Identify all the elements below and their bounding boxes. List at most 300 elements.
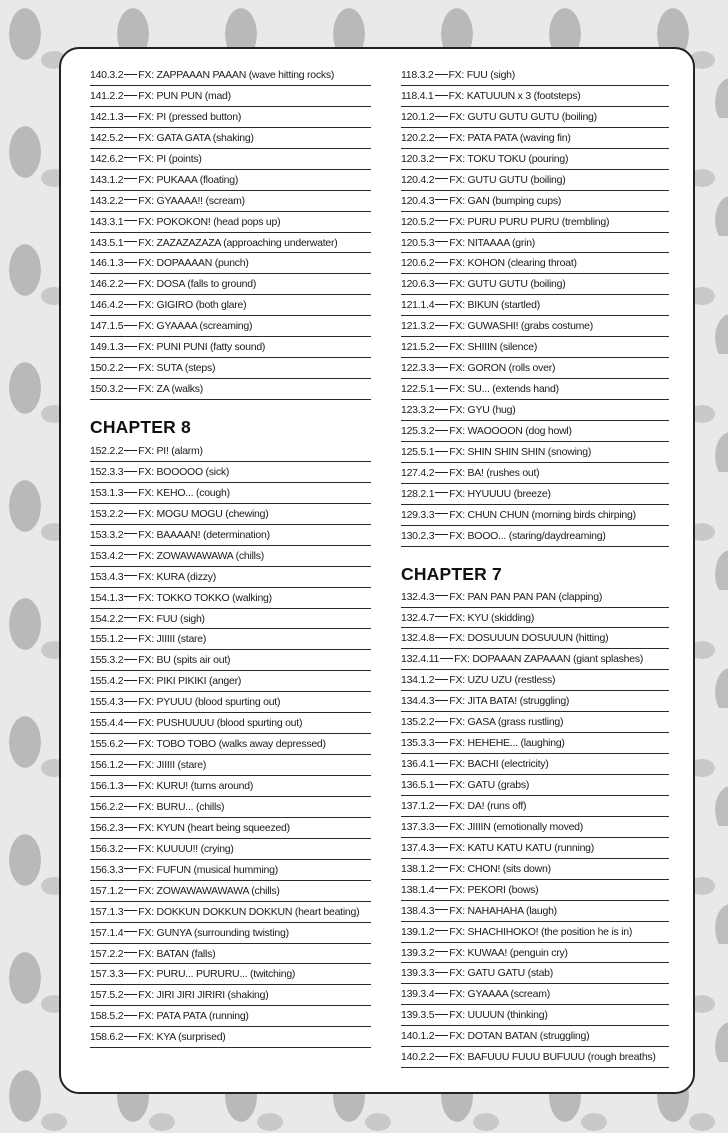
leader-dash bbox=[435, 1056, 448, 1057]
sfx-entry bbox=[401, 421, 669, 442]
sfx-translation: FX: DOKKUN DOKKUN DOKKUN (heart beating) bbox=[138, 905, 360, 918]
left-column bbox=[90, 65, 371, 1048]
page-panel-ref: 121.3.2 bbox=[401, 320, 435, 333]
sfx-translation: FX: PEKORI (bows) bbox=[449, 883, 539, 896]
sfx-translation: FX: JIIIII (stare) bbox=[138, 759, 207, 772]
sfx-entry bbox=[401, 337, 669, 358]
right-column bbox=[401, 65, 669, 1068]
page-panel-ref: 139.3.2 bbox=[401, 946, 435, 959]
leader-dash bbox=[435, 993, 448, 994]
sfx-entry bbox=[90, 713, 371, 734]
sfx-entry bbox=[90, 65, 371, 86]
sfx-translation: FX: KURU! (turns around) bbox=[138, 780, 254, 792]
sfx-entry bbox=[90, 588, 371, 609]
sfx-translation: FX: KYU (skidding) bbox=[449, 611, 535, 624]
leader-dash bbox=[124, 388, 137, 389]
leader-dash bbox=[124, 994, 137, 995]
leader-dash bbox=[435, 116, 448, 117]
sfx-entry bbox=[401, 358, 669, 379]
sound-fx-glossary-panel bbox=[59, 47, 695, 1094]
page-panel-ref: 153.4.2 bbox=[90, 549, 124, 562]
sfx-translation: FX: DOPAAAAN (punch) bbox=[138, 257, 249, 270]
page-panel-ref: 140.3.2 bbox=[90, 69, 124, 81]
sfx-translation: FX: GATU GATU (stab) bbox=[449, 967, 553, 980]
page-panel-ref: 152.3.3 bbox=[90, 465, 124, 478]
page-panel-ref: 150.2.2 bbox=[90, 362, 124, 375]
page-panel-ref: 120.6.3 bbox=[401, 278, 435, 291]
page-panel-ref: 138.1.4 bbox=[401, 883, 435, 896]
leader-dash bbox=[435, 409, 448, 410]
sfx-entry bbox=[90, 923, 371, 944]
sfx-entry bbox=[401, 817, 669, 838]
leader-dash bbox=[440, 658, 453, 659]
leader-dash bbox=[124, 806, 137, 807]
sfx-entry bbox=[90, 755, 371, 776]
leader-dash bbox=[435, 909, 448, 910]
sfx-entry bbox=[401, 963, 669, 984]
page-panel-ref: 157.2.2 bbox=[90, 947, 124, 960]
page-panel-ref: 147.1.5 bbox=[90, 320, 124, 333]
leader-dash bbox=[435, 430, 448, 431]
sfx-translation: FX: KUWAA! (penguin cry) bbox=[449, 946, 568, 959]
leader-dash bbox=[435, 325, 448, 326]
sfx-translation: FX: DA! (runs off) bbox=[449, 799, 527, 812]
page-panel-ref: 136.5.1 bbox=[401, 779, 435, 791]
right-list-1 bbox=[401, 65, 669, 547]
leader-dash bbox=[124, 513, 137, 514]
leader-dash bbox=[124, 596, 137, 597]
sfx-entry bbox=[401, 274, 669, 295]
leader-dash bbox=[435, 1035, 448, 1036]
page-panel-ref: 158.5.2 bbox=[90, 1010, 124, 1023]
page-panel-ref: 142.5.2 bbox=[90, 131, 124, 144]
leader-dash bbox=[435, 888, 448, 889]
sfx-translation: FX: BURU... (chills) bbox=[138, 800, 225, 813]
sfx-translation: FX: HEHEHE... (laughing) bbox=[449, 737, 565, 750]
page-panel-ref: 156.2.2 bbox=[90, 800, 124, 813]
sfx-entry bbox=[90, 609, 371, 630]
page-panel-ref: 156.2.3 bbox=[90, 821, 124, 834]
leader-dash bbox=[124, 889, 137, 890]
sfx-entry bbox=[90, 274, 371, 295]
sfx-translation: FX: POKOKON! (head pops up) bbox=[138, 215, 281, 228]
page-panel-ref: 121.1.4 bbox=[401, 299, 435, 312]
sfx-entry bbox=[90, 337, 371, 358]
page-panel-ref: 132.4.8 bbox=[401, 632, 435, 645]
leader-dash bbox=[124, 848, 137, 849]
sfx-entry bbox=[401, 442, 669, 463]
leader-dash bbox=[124, 785, 137, 786]
sfx-translation: FX: KATUUUN x 3 (footsteps) bbox=[448, 89, 581, 102]
sfx-translation: FX: GUWASHI! (grabs costume) bbox=[449, 320, 594, 333]
leader-dash bbox=[124, 764, 137, 765]
sfx-translation: FX: BACHI (electricity) bbox=[449, 758, 549, 771]
chapter-7-heading: CHAPTER 7 bbox=[401, 563, 502, 584]
page-panel-ref: 143.1.2 bbox=[90, 173, 124, 186]
sfx-translation: FX: MOGU MOGU (chewing) bbox=[138, 507, 269, 520]
leader-dash bbox=[435, 595, 448, 596]
leader-dash bbox=[435, 637, 448, 638]
leader-dash bbox=[435, 451, 448, 452]
sfx-entry bbox=[90, 170, 371, 191]
sfx-entry bbox=[90, 316, 371, 337]
leader-dash bbox=[124, 262, 137, 263]
page-panel-ref: 143.2.2 bbox=[90, 194, 124, 207]
sfx-translation: FX: ZOWAWAWAWA (chills) bbox=[138, 549, 264, 562]
page-panel-ref: 153.4.3 bbox=[90, 570, 124, 583]
leader-dash bbox=[124, 617, 137, 618]
leader-dash bbox=[124, 220, 137, 221]
page-panel-ref: 156.1.2 bbox=[90, 759, 124, 772]
sfx-translation: FX: PATA PATA (waving fin) bbox=[449, 131, 571, 144]
sfx-entry bbox=[401, 649, 669, 670]
sfx-translation: FX: KYA (surprised) bbox=[138, 1031, 226, 1044]
sfx-entry bbox=[401, 775, 669, 796]
page-panel-ref: 142.6.2 bbox=[90, 152, 124, 165]
sfx-entry bbox=[90, 295, 371, 316]
page-panel-ref: 139.3.3 bbox=[401, 967, 435, 980]
sfx-translation: FX: GYAAAA (screaming) bbox=[138, 320, 253, 333]
sfx-translation: FX: KOHON (clearing throat) bbox=[449, 257, 577, 270]
sfx-entry bbox=[401, 463, 669, 484]
sfx-translation: FX: PATA PATA (running) bbox=[138, 1010, 249, 1023]
sfx-translation: FX: FUU (sigh) bbox=[138, 612, 205, 625]
page-panel-ref: 138.1.2 bbox=[401, 862, 435, 875]
page-panel-ref: 157.1.4 bbox=[90, 926, 124, 939]
left-list-2 bbox=[90, 441, 371, 1048]
sfx-entry bbox=[90, 149, 371, 170]
page-panel-ref: 130.2.3 bbox=[401, 529, 435, 542]
chapter-8-heading: CHAPTER 8 bbox=[90, 417, 191, 437]
leader-dash bbox=[435, 930, 448, 931]
sfx-entry bbox=[401, 984, 669, 1005]
right-list-2 bbox=[401, 587, 669, 1069]
leader-dash bbox=[435, 805, 448, 806]
page-panel-ref: 121.5.2 bbox=[401, 341, 435, 354]
sfx-translation: FX: GYU (hug) bbox=[449, 404, 516, 416]
leader-dash bbox=[124, 95, 137, 96]
sfx-entry bbox=[401, 691, 669, 712]
leader-dash bbox=[124, 450, 137, 451]
sfx-translation: FX: GUTU GUTU (boiling) bbox=[449, 278, 566, 291]
sfx-translation: FX: SUTA (steps) bbox=[138, 362, 216, 375]
leader-dash bbox=[124, 743, 137, 744]
sfx-entry bbox=[401, 670, 669, 691]
page-panel-ref: 156.3.2 bbox=[90, 842, 124, 855]
leader-dash bbox=[124, 680, 137, 681]
leader-dash bbox=[124, 367, 137, 368]
sfx-translation: FX: FUFUN (musical humming) bbox=[138, 863, 278, 876]
page-panel-ref: 157.1.2 bbox=[90, 884, 124, 897]
page-panel-ref: 132.4.11 bbox=[401, 653, 440, 666]
sfx-entry bbox=[401, 212, 669, 233]
leader-dash bbox=[435, 513, 448, 514]
page-panel-ref: 155.6.2 bbox=[90, 738, 124, 751]
page-panel-ref: 140.2.2 bbox=[401, 1051, 435, 1064]
page-panel-ref: 137.4.3 bbox=[401, 841, 435, 854]
sfx-entry bbox=[401, 838, 669, 859]
sfx-entry bbox=[90, 212, 371, 233]
page-panel-ref: 153.1.3 bbox=[90, 486, 124, 499]
sfx-translation: FX: NAHAHAHA (laugh) bbox=[449, 904, 557, 917]
page-panel-ref: 134.1.2 bbox=[401, 674, 435, 687]
leader-dash bbox=[435, 346, 448, 347]
sfx-entry bbox=[90, 504, 371, 525]
page-panel-ref: 137.1.2 bbox=[401, 799, 435, 812]
sfx-translation: FX: PI (points) bbox=[138, 152, 202, 165]
sfx-translation: FX: DOSA (falls to ground) bbox=[138, 278, 257, 291]
page-panel-ref: 122.5.1 bbox=[401, 383, 435, 396]
leader-dash bbox=[435, 679, 448, 680]
sfx-translation: FX: NITAAAA (grin) bbox=[449, 236, 536, 249]
page-panel-ref: 155.1.2 bbox=[90, 633, 124, 646]
sfx-translation: FX: KYUN (heart being squeezed) bbox=[138, 821, 290, 834]
sfx-translation: FX: CHON! (sits down) bbox=[449, 862, 551, 875]
sfx-translation: FX: KATU KATU KATU (running) bbox=[449, 841, 594, 854]
leader-dash bbox=[435, 1014, 448, 1015]
sfx-entry bbox=[90, 1006, 371, 1027]
leader-dash bbox=[124, 868, 137, 869]
page-panel-ref: 120.4.3 bbox=[401, 194, 435, 207]
page-panel-ref: 153.2.2 bbox=[90, 507, 124, 520]
sfx-translation: FX: GUTU GUTU GUTU (boiling) bbox=[449, 110, 597, 123]
page-panel-ref: 122.3.3 bbox=[401, 362, 435, 375]
sfx-translation: FX: KEHO... (cough) bbox=[138, 486, 230, 499]
sfx-translation: FX: JIIIII (stare) bbox=[138, 633, 207, 646]
leader-dash bbox=[124, 931, 137, 932]
sfx-entry bbox=[401, 733, 669, 754]
page-panel-ref: 146.4.2 bbox=[90, 299, 124, 312]
sfx-entry bbox=[90, 734, 371, 755]
leader-dash bbox=[124, 973, 137, 974]
page-panel-ref: 138.4.3 bbox=[401, 904, 435, 917]
leader-dash bbox=[124, 325, 137, 326]
page-panel-ref: 139.3.4 bbox=[401, 988, 435, 1001]
leader-dash bbox=[124, 471, 137, 472]
sfx-entry bbox=[90, 358, 371, 379]
sfx-entry bbox=[90, 546, 371, 567]
leader-dash bbox=[435, 472, 448, 473]
sfx-translation: FX: JIIIIN (emotionally moved) bbox=[449, 820, 584, 833]
sfx-translation: FX: BATAN (falls) bbox=[138, 947, 216, 960]
page-panel-ref: 123.3.2 bbox=[401, 404, 435, 416]
leader-dash bbox=[435, 95, 448, 96]
sfx-entry bbox=[90, 525, 371, 546]
sfx-translation: FX: BOOO... (staring/daydreaming) bbox=[449, 529, 606, 542]
leader-dash bbox=[435, 700, 448, 701]
page-panel-ref: 153.3.2 bbox=[90, 528, 124, 541]
leader-dash bbox=[435, 742, 448, 743]
page-panel-ref: 155.4.3 bbox=[90, 696, 124, 709]
sfx-entry bbox=[90, 881, 371, 902]
sfx-entry bbox=[401, 1047, 669, 1068]
sfx-translation: FX: JITA BATA! (struggling) bbox=[449, 695, 570, 708]
sfx-entry bbox=[90, 776, 371, 797]
sfx-translation: FX: DOPAAAN ZAPAAAN (giant splashes) bbox=[454, 653, 644, 666]
leader-dash bbox=[124, 346, 137, 347]
sfx-entry bbox=[90, 233, 371, 254]
page-panel-ref: 125.5.1 bbox=[401, 445, 435, 458]
sfx-translation: FX: PUKAAA (floating) bbox=[138, 173, 239, 186]
left-list-1 bbox=[90, 65, 371, 400]
sfx-translation: FX: GYAAAA!! (scream) bbox=[138, 194, 245, 207]
leader-dash bbox=[124, 116, 137, 117]
leader-dash bbox=[435, 262, 448, 263]
sfx-entry bbox=[401, 149, 669, 170]
sfx-translation: FX: SU... (extends hand) bbox=[449, 383, 559, 396]
sfx-entry bbox=[90, 253, 371, 274]
sfx-entry bbox=[90, 567, 371, 588]
page-panel-ref: 120.2.2 bbox=[401, 131, 435, 144]
sfx-entry bbox=[401, 170, 669, 191]
page-panel-ref: 152.2.2 bbox=[90, 445, 124, 457]
sfx-translation: FX: BIKUN (startled) bbox=[449, 299, 540, 312]
page-panel-ref: 137.3.3 bbox=[401, 820, 435, 833]
sfx-entry bbox=[90, 191, 371, 212]
leader-dash bbox=[435, 199, 448, 200]
leader-dash bbox=[124, 1036, 137, 1037]
page-panel-ref: 120.6.2 bbox=[401, 257, 435, 270]
sfx-entry bbox=[90, 1027, 371, 1048]
sfx-entry bbox=[90, 86, 371, 107]
sfx-translation: FX: PUN PUN (mad) bbox=[138, 89, 231, 102]
sfx-translation: FX: KUUUU!! (crying) bbox=[138, 842, 234, 855]
sfx-translation: FX: SHIN SHIN SHIN (snowing) bbox=[449, 445, 592, 458]
sfx-translation: FX: GATA GATA (shaking) bbox=[138, 131, 254, 144]
sfx-translation: FX: GYAAAA (scream) bbox=[449, 988, 550, 1001]
sfx-entry bbox=[90, 650, 371, 671]
sfx-translation: FX: WAOOOON (dog howl) bbox=[449, 424, 572, 437]
leader-dash bbox=[124, 74, 137, 75]
sfx-entry bbox=[401, 253, 669, 274]
sfx-entry bbox=[90, 107, 371, 128]
sfx-translation: FX: HYUUUU (breeze) bbox=[449, 487, 551, 500]
sfx-translation: FX: UZU UZU (restless) bbox=[449, 674, 556, 687]
leader-dash bbox=[124, 638, 137, 639]
sfx-entry bbox=[401, 295, 669, 316]
leader-dash bbox=[124, 492, 137, 493]
sfx-translation: FX: ZA (walks) bbox=[138, 383, 204, 396]
page-panel-ref: 136.4.1 bbox=[401, 758, 435, 771]
page-panel-ref: 143.5.1 bbox=[90, 236, 124, 249]
page-panel-ref: 120.1.2 bbox=[401, 110, 435, 123]
page-panel-ref: 158.6.2 bbox=[90, 1031, 124, 1044]
sfx-entry bbox=[90, 671, 371, 692]
leader-dash bbox=[124, 701, 137, 702]
sfx-translation: FX: PI! (alarm) bbox=[138, 445, 203, 457]
leader-dash bbox=[435, 283, 448, 284]
leader-dash bbox=[435, 972, 448, 973]
leader-dash bbox=[435, 137, 448, 138]
sfx-translation: FX: ZOWAWAWAWAWA (chills) bbox=[138, 884, 280, 897]
leader-dash bbox=[435, 616, 448, 617]
sfx-entry bbox=[401, 901, 669, 922]
leader-dash bbox=[124, 554, 137, 555]
leader-dash bbox=[435, 826, 448, 827]
sfx-translation: FX: GATU (grabs) bbox=[449, 779, 530, 791]
page-panel-ref: 156.1.3 bbox=[90, 780, 124, 792]
sfx-entry bbox=[401, 754, 669, 775]
leader-dash bbox=[124, 910, 137, 911]
page-panel-ref: 146.1.3 bbox=[90, 257, 124, 270]
leader-dash bbox=[435, 178, 448, 179]
leader-dash bbox=[124, 199, 137, 200]
leader-dash bbox=[124, 178, 137, 179]
sfx-translation: FX: PIKI PIKIKI (anger) bbox=[138, 675, 242, 688]
sfx-translation: FX: GUTU GUTU (boiling) bbox=[449, 173, 566, 186]
sfx-entry bbox=[90, 692, 371, 713]
page-panel-ref: 135.3.3 bbox=[401, 737, 435, 750]
sfx-entry bbox=[401, 505, 669, 526]
leader-dash bbox=[435, 763, 448, 764]
sfx-entry bbox=[90, 985, 371, 1006]
sfx-entry bbox=[90, 128, 371, 149]
leader-dash bbox=[435, 951, 448, 952]
page-panel-ref: 118.4.1 bbox=[401, 89, 434, 102]
sfx-entry bbox=[90, 379, 371, 400]
sfx-entry bbox=[401, 859, 669, 880]
page-panel-ref: 129.3.3 bbox=[401, 508, 435, 521]
page-panel-ref: 141.2.2 bbox=[90, 89, 124, 102]
sfx-entry bbox=[401, 943, 669, 964]
sfx-translation: FX: BA! (rushes out) bbox=[449, 466, 540, 479]
page-panel-ref: 157.5.2 bbox=[90, 989, 124, 1002]
sfx-entry bbox=[401, 107, 669, 128]
sfx-entry bbox=[401, 526, 669, 547]
sfx-translation: FX: PUNI PUNI (fatty sound) bbox=[138, 341, 266, 354]
sfx-translation: FX: GASA (grass rustling) bbox=[449, 716, 564, 729]
page-panel-ref: 154.1.3 bbox=[90, 591, 124, 604]
page-panel-ref: 149.1.3 bbox=[90, 341, 124, 354]
sfx-entry bbox=[401, 484, 669, 505]
leader-dash bbox=[435, 304, 448, 305]
sfx-entry bbox=[401, 128, 669, 149]
sfx-translation: FX: ZAZAZAZAZA (approaching underwater) bbox=[138, 236, 338, 249]
page-panel-ref: 155.3.2 bbox=[90, 654, 124, 667]
sfx-entry bbox=[401, 608, 669, 629]
page-panel-ref: 120.5.3 bbox=[401, 236, 435, 249]
sfx-translation: FX: PI (pressed button) bbox=[138, 110, 242, 123]
page-panel-ref: 155.4.2 bbox=[90, 675, 124, 688]
page-panel-ref: 120.5.2 bbox=[401, 215, 435, 228]
sfx-entry bbox=[90, 818, 371, 839]
leader-dash bbox=[124, 137, 137, 138]
sfx-translation: FX: FUU (sigh) bbox=[448, 69, 516, 81]
sfx-entry bbox=[401, 880, 669, 901]
sfx-translation: FX: DOSUUUN DOSUUUN (hitting) bbox=[449, 632, 609, 645]
sfx-entry bbox=[401, 379, 669, 400]
sfx-entry bbox=[401, 316, 669, 337]
sfx-translation: FX: BU (spits air out) bbox=[138, 654, 231, 667]
leader-dash bbox=[124, 157, 137, 158]
page-panel-ref: 143.3.1 bbox=[90, 215, 124, 228]
sfx-entry bbox=[401, 1026, 669, 1047]
sfx-translation: FX: UUUUN (thinking) bbox=[449, 1009, 548, 1022]
sfx-entry bbox=[401, 712, 669, 733]
sfx-translation: FX: JIRI JIRI JIRIRI (shaking) bbox=[138, 989, 269, 1002]
page-panel-ref: 118.3.2 bbox=[401, 69, 434, 81]
page-panel-ref: 120.4.2 bbox=[401, 173, 435, 186]
page-panel-ref: 150.3.2 bbox=[90, 383, 124, 396]
sfx-translation: FX: GUNYA (surrounding twisting) bbox=[138, 926, 289, 939]
sfx-entry bbox=[90, 860, 371, 881]
page-panel-ref: 156.3.3 bbox=[90, 863, 124, 876]
leader-dash bbox=[435, 721, 448, 722]
sfx-entry bbox=[401, 796, 669, 817]
sfx-entry bbox=[90, 462, 371, 483]
sfx-translation: FX: KURA (dizzy) bbox=[138, 570, 216, 583]
leader-dash bbox=[124, 659, 137, 660]
